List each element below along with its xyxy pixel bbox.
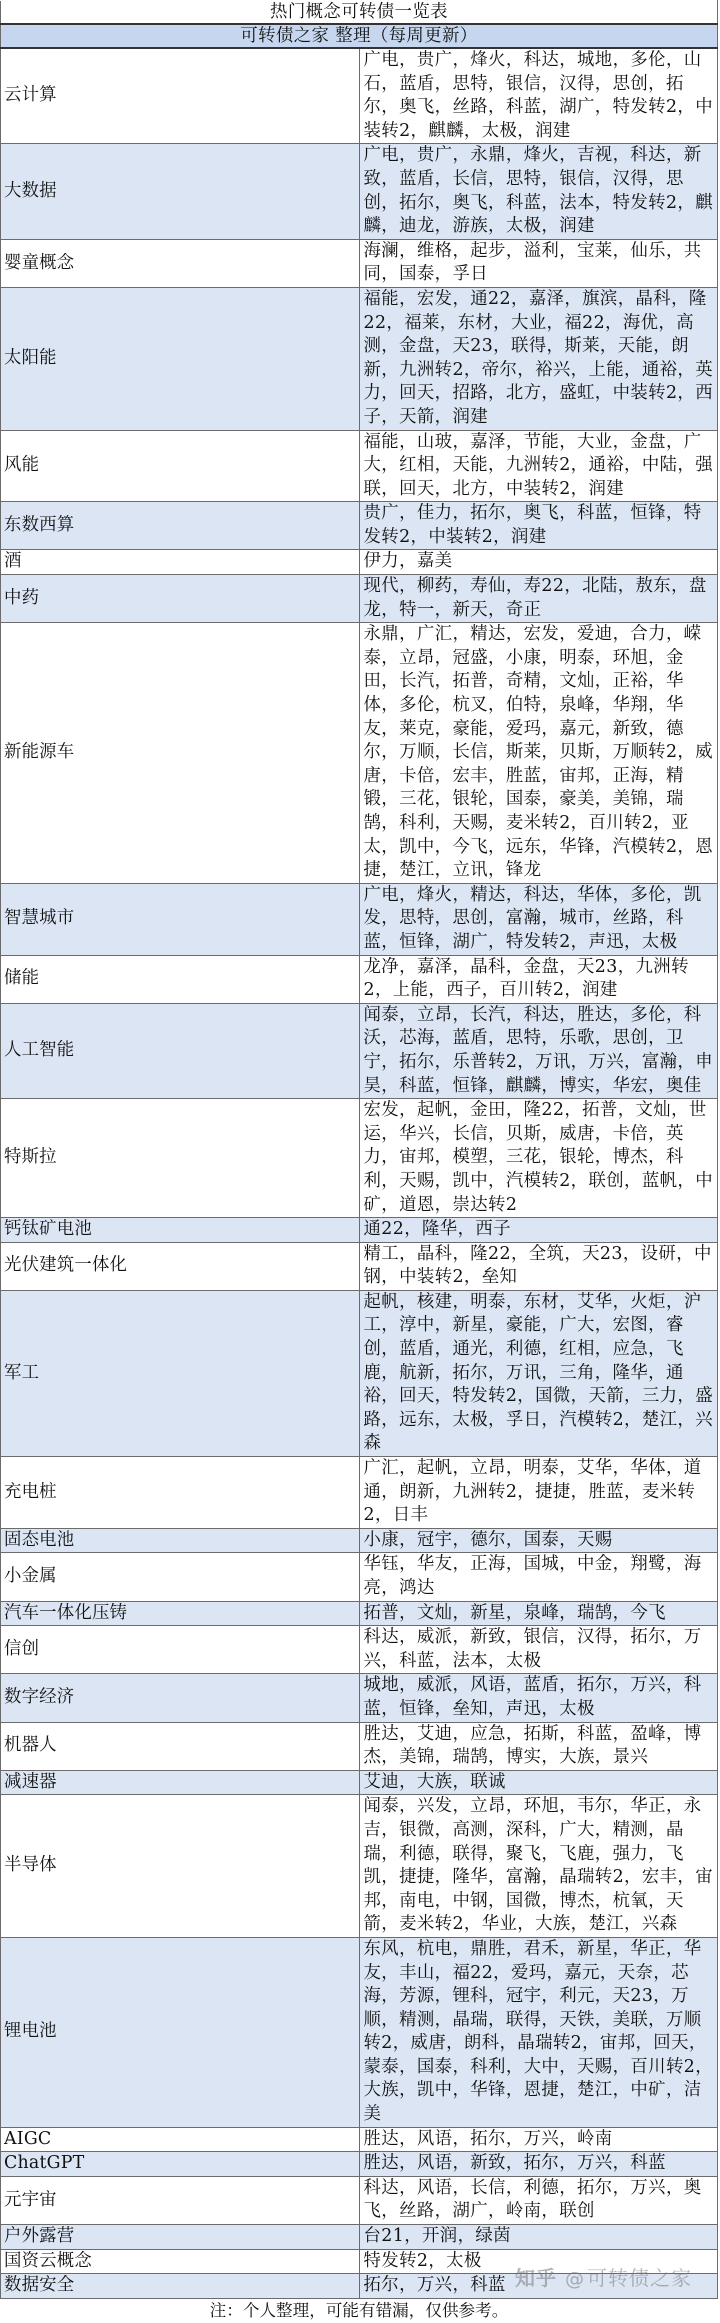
- table-row: [1, 1770, 718, 1795]
- concept-name: 大数据: [1, 144, 360, 239]
- table-row: [1, 1528, 718, 1553]
- concept-name: 数字经济: [1, 1674, 360, 1722]
- concept-name: 太阳能: [1, 287, 360, 430]
- concept-bonds: 台21，开润，绿茵: [359, 2225, 718, 2250]
- concept-bonds: 广电，贵广，烽火，科达，城地，多伦，山石，蓝盾，思特，银信，汉得，思创，拓尔，奥飞，丝路，科蓝，湖广，特发转2，中装转2，麒麟，太极，润建: [359, 48, 718, 144]
- sheet-subtitle: 可转债之家 整理（每周更新）: [1, 24, 718, 48]
- concept-bonds: 艾迪，大族，联诚: [359, 1770, 718, 1795]
- concept-bonds: 胜达，风语，新致，拓尔，万兴，科蓝: [359, 2152, 718, 2177]
- concept-name: 光伏建筑一体化: [1, 1242, 360, 1290]
- concept-bonds: 胜达，艾迪，应急，拓斯，科蓝，盈峰，博杰，美锦，瑞鹄，博实，大族，景兴: [359, 1722, 718, 1770]
- concept-bonds: 城地，威派，风语，蓝盾，拓尔，万兴，科蓝，恒锋，垒知，声迅，太极: [359, 1674, 718, 1722]
- concept-table-body: [1, 1, 718, 2299]
- concept-name: 国资云概念: [1, 2249, 360, 2274]
- table-row: [1, 1553, 718, 1601]
- concept-name: 数据安全: [1, 2274, 360, 2299]
- table-row: [1, 2225, 718, 2250]
- footer-note: 注：个人整理，可能有错漏，仅供参考。: [209, 2300, 509, 2320]
- concept-bonds: 海澜，维格，起步，溢利，宝莱，仙乐，共同，国泰，孚日: [359, 239, 718, 287]
- table-row: [1, 502, 718, 550]
- concept-name: 小金属: [1, 1553, 360, 1601]
- concept-bonds: 贵广，佳力，拓尔，奥飞，科蓝，恒锋，特发转2，中装转2，润建: [359, 502, 718, 550]
- concept-bonds: 科达，威派，新致，银信，汉得，拓尔，万兴，科蓝，法本，太极: [359, 1626, 718, 1674]
- concept-bonds: 胜达，风语，拓尔，万兴，岭南: [359, 2127, 718, 2152]
- watermark: [515, 2266, 692, 2291]
- concept-name: 风能: [1, 430, 360, 502]
- table-row: [1, 575, 718, 623]
- concept-name: 人工智能: [1, 1003, 360, 1098]
- concept-name: 户外露营: [1, 2225, 360, 2250]
- table-row: [1, 1601, 718, 1626]
- concept-name: 军工: [1, 1290, 360, 1456]
- table-row: [1, 1626, 718, 1674]
- table-row: [1, 1218, 718, 1243]
- table-row: [1, 1457, 718, 1529]
- concept-name: 东数西算: [1, 502, 360, 550]
- concept-name: 钙钛矿电池: [1, 1218, 360, 1243]
- table-row: [1, 2176, 718, 2224]
- concept-bonds: 闻泰，兴发，立昂，环旭，韦尔，华正，永吉，银微，高测，深科，广大，精测，晶瑞，利德，联得，聚飞，飞鹿，强力，飞凯，捷捷，隆华，富瀚，晶瑞转2，宏丰，宙邦，南电，中钢，国微，博杰，杭氧，天箭，麦米转2，华业，大族，楚江，兴森: [359, 1795, 718, 1938]
- table-row: [1, 955, 718, 1003]
- concept-bonds: 闻泰，立昂，长汽，科达，胜达，多伦，科沃，芯海，蓝盾，思特，乐歌，思创，卫宁，拓尔，乐普转2，万讯，万兴，富瀚，申昊，科蓝，恒锋，麒麟，博实，华宏，奥佳: [359, 1003, 718, 1098]
- zhihu-logo-text: 知乎: [515, 2265, 557, 2290]
- sheet-title: 热门概念可转债一览表: [1, 1, 718, 25]
- concept-name: 汽车一体化压铸: [1, 1601, 360, 1626]
- concept-bonds: 永鼎，广汇，精达，宏发，爱迪，合力，嵘泰，立昂，冠盛，小康，明泰，环旭，金田，长汽，拓普，奇精，文灿，正裕，华体，多伦，杭叉，伯特，泉峰，华翔，华友，莱克，豪能，爱玛，嘉元，新致，德尔，万顺，长信，斯莱，贝斯，万顺转2，威唐，卡倍，宏丰，胜蓝，宙邦，正海，精锻，三花，银轮，国泰，豪美，美锦，瑞鹄，科利，天赐，麦米转2，百川转2，亚太，凯中，今飞，远东，华锋，汽模转2，恩捷，楚江，立讯，锋龙: [359, 623, 718, 884]
- table-row: [1, 623, 718, 884]
- concept-bonds: 起帆，核建，明泰，东材，艾华，火炬，沪工，淳中，新星，豪能，广大，宏图，睿创，蓝盾，通光，利德，红相，应急，飞鹿，航新，拓尔，万讯，三角，隆华，通裕，回天，特发转2，国微，天箭，三力，盛路，远东，太极，孚日，汽模转2，楚江，兴森: [359, 1290, 718, 1456]
- subtitle-row: [1, 24, 718, 48]
- concept-bonds: 科达，风语，长信，利德，拓尔，万兴，奥飞，丝路，湖广，岭南，联创: [359, 2176, 718, 2224]
- concept-name: 锂电池: [1, 1937, 360, 2127]
- concept-name: 元宇宙: [1, 2176, 360, 2224]
- concept-bonds: 通22，隆华，西子: [359, 1218, 718, 1243]
- concept-name: AIGC: [1, 2127, 360, 2152]
- table-row: [1, 239, 718, 287]
- concept-bonds: 精工，晶科，隆22，全筑，天23，设研，中钢，中装转2，垒知: [359, 1242, 718, 1290]
- concept-bonds: 拓普，文灿，新星，泉峰，瑞鹄，今飞: [359, 1601, 718, 1626]
- concept-bonds: 伊力，嘉美: [359, 550, 718, 575]
- concept-name: 机器人: [1, 1722, 360, 1770]
- concept-name: 酒: [1, 550, 360, 575]
- concept-name: 充电桩: [1, 1457, 360, 1529]
- concept-name: 中药: [1, 575, 360, 623]
- table-row: [1, 1722, 718, 1770]
- concept-name: 新能源车: [1, 623, 360, 884]
- table-row: [1, 1099, 718, 1218]
- table-row: [1, 287, 718, 430]
- concept-name: 半导体: [1, 1795, 360, 1938]
- table-row: [1, 1003, 718, 1098]
- table-row: [1, 144, 718, 239]
- table-row: [1, 1795, 718, 1938]
- concept-bonds: 广电，烽火，精达，科达，华体，多伦，凯发，思特，思创，富瀚，城市，丝路，科蓝，恒锋，湖广，特发转2，声迅，太极: [359, 883, 718, 955]
- concept-name: 储能: [1, 955, 360, 1003]
- table-row: [1, 1242, 718, 1290]
- table-row: [1, 2152, 718, 2177]
- concept-bonds: 华钰，华友，正海，国城，中金，翔鹭，海亮，鸿达: [359, 1553, 718, 1601]
- at-icon: @: [565, 2267, 585, 2290]
- table-row: [1, 2127, 718, 2152]
- table-row: [1, 48, 718, 144]
- concept-name: 智慧城市: [1, 883, 360, 955]
- concept-bonds: 小康，冠宇，德尔，国泰，天赐: [359, 1528, 718, 1553]
- table-row: [1, 1937, 718, 2127]
- concept-bonds: 特发转2，太极: [359, 2249, 718, 2274]
- concept-name: ChatGPT: [1, 2152, 360, 2177]
- table-row: [1, 430, 718, 502]
- concept-bonds: 现代，柳药，寿仙，寿22，北陆，敖东，盘龙，特一，新天，奇正: [359, 575, 718, 623]
- concept-name: 婴童概念: [1, 239, 360, 287]
- concept-bonds: 广电，贵广，永鼎，烽火，吉视，科达，新致，蓝盾，长信，思特，银信，汉得，思创，拓尔，奥飞，科蓝，法本，特发转2，麒麟，迪龙，游族，太极，润建: [359, 144, 718, 239]
- concept-bonds: 宏发，起帆，金田，隆22，拓普，文灿，世运，华兴，长信，贝斯，威唐，卡倍，英力，宙邦，模塑，三花，银轮，博杰，科利，天赐，凯中，汽模转2，联创，蓝帆，中矿，道恩，崇达转2: [359, 1099, 718, 1218]
- concept-name: 减速器: [1, 1770, 360, 1795]
- table-row: [1, 550, 718, 575]
- table-row: [1, 883, 718, 955]
- concept-bonds: 广汇，起帆，立昂，明泰，艾华，华体，道通，朗新，九洲转2，捷捷，胜蓝，麦米转2，日丰: [359, 1457, 718, 1529]
- concept-bonds: 东风，杭电，鼎胜，君禾，新星，华正，华友，丰山，福22，爱玛，嘉元，天奈，芯海，芳源，锂科，冠宇，利元，天23，万顺，精测，晶瑞，联得，天铁，美联，万顺转2，威唐，朗科，晶瑞转2，宙邦，回天，蒙泰，国泰，科利，大中，天赐，百川转2，大族，凯中，华锋，恩捷，楚江，中矿，洁美: [359, 1937, 718, 2127]
- concept-name: 特斯拉: [1, 1099, 360, 1218]
- table-row: [1, 1290, 718, 1456]
- concept-bonds: 福能，山玻，嘉泽，节能，大业，金盘，广大，红相，天能，九洲转2，通裕，中陆，强联，回天，北方，中装转2，润建: [359, 430, 718, 502]
- concept-bonds: 拓尔，万兴，科蓝: [359, 2274, 718, 2299]
- concept-name: 固态电池: [1, 1528, 360, 1553]
- concept-bonds: 福能，宏发，通22，嘉泽，旗滨，晶科，隆22，福莱，东材，大业，福22，海优，高测，金盘，天23，联得，斯莱，天能，朗新，九洲转2，帝尔，裕兴，上能，通裕，英力，回天，招路，北方，盛虹，中装转2，西子，天箭，润建: [359, 287, 718, 430]
- concept-name: 信创: [1, 1626, 360, 1674]
- concept-name: 云计算: [1, 48, 360, 144]
- title-row: [1, 1, 718, 25]
- table-row: [1, 1674, 718, 1722]
- watermark-account: 可转债之家: [587, 2265, 692, 2290]
- concept-bonds: 龙净，嘉泽，晶科，金盘，天23，九洲转2，上能，西子，百川转2，润建: [359, 955, 718, 1003]
